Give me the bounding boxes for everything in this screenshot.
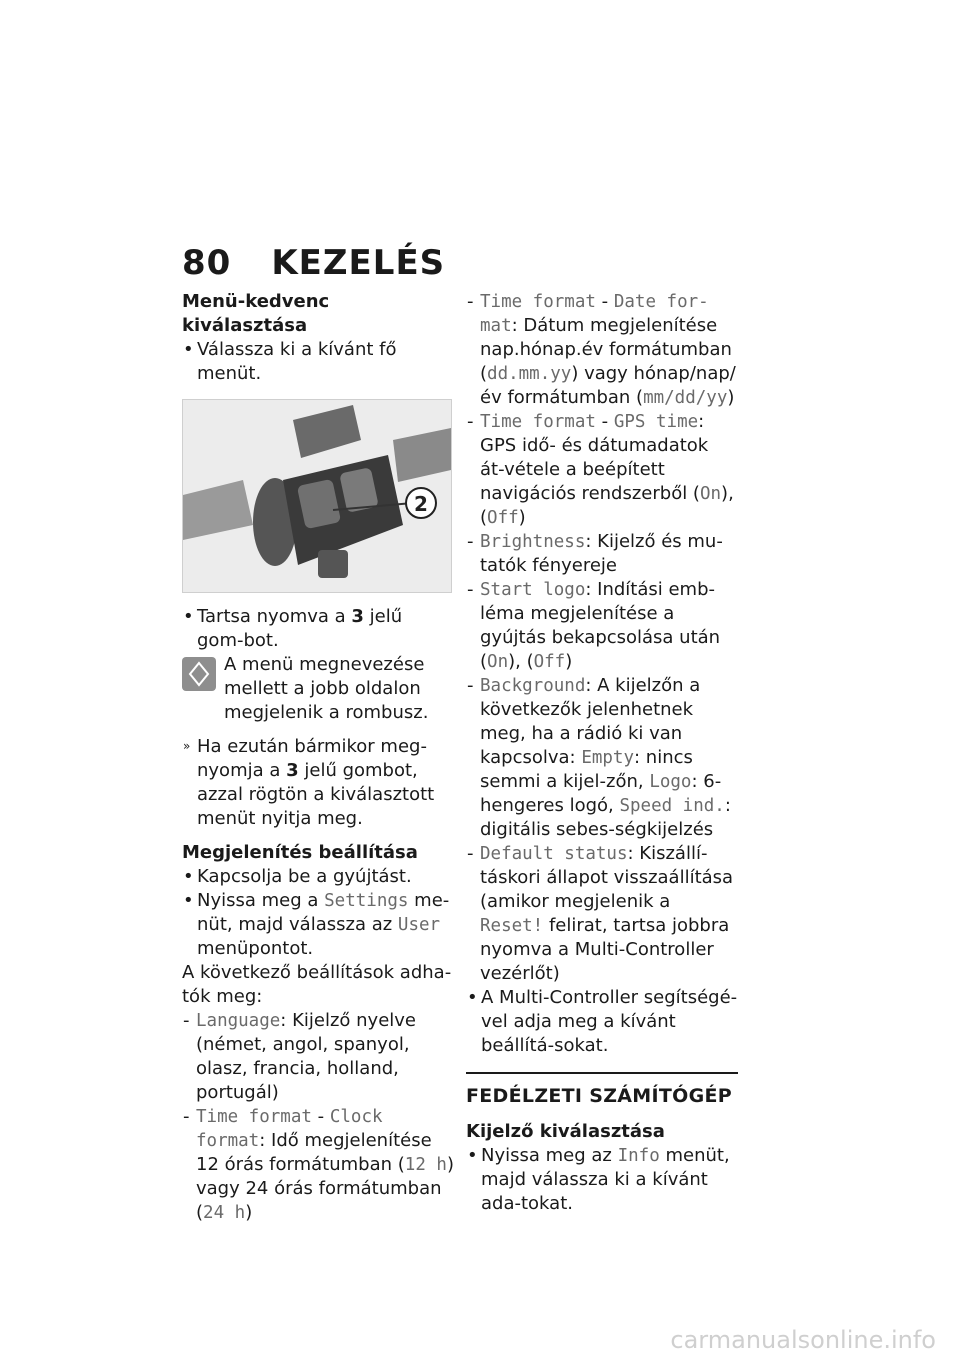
display-bullet-2: • Nyissa meg a Settings me-nüt, majd válassza az User menüpontot. [182,889,454,961]
note-text: A menü megnevezése mellett a jobb oldalon megjelenik a rombusz. [224,654,429,723]
favorite-bullet-1: • Válassza ki a kívánt fő menüt. [182,338,454,386]
watermark: carmanualsonline.info [670,1326,936,1354]
setting-clock-format: - Time format - Clock format: Idő megjelenítése 12 órás formátumban (12 h) vagy 24 órás formátumban (24 h) [182,1105,454,1225]
setting-gps-time: - Time format - GPS time: GPS idő- és dátumadatok át-vétele a beépített navigációs rendszerből (On), (Off) [466,410,738,530]
left-column [182,290,454,1225]
result-text: » Ha ezután bármikor meg-nyomja a 3 jelű gombot, azzal rögtön a kiválasztott menüt nyitja meg. [182,735,454,831]
settings-intro: A következő beállítások adha-tók meg: [182,962,452,1007]
handlebar-illustration [183,400,451,592]
setting-default-status: - Default status: Kiszállí-táskori állapot visszaállítása (amikor megjelenik a Reset! felirat, tartsa jobbra nyomva a Multi-Controller vezérlőt) [466,842,738,986]
setting-language: - Language: Kijelző nyelve (német, angol, spanyol, olasz, francia, holland, portugál) [182,1009,454,1105]
multi-controller-bullet: • A Multi-Controller segítségé-vel adja meg a kívánt beállítá-sokat. [466,986,738,1058]
page-number: 80 [182,243,232,283]
setting-brightness: - Brightness: Kijelző és mu-tatók fényereje [466,530,738,578]
favorite-bullet-2: • Tartsa nyomva a 3 jelű gom-bot. [182,605,454,653]
handlebar-photo [182,399,452,593]
note-box [182,653,454,725]
callout-number: 2 [414,492,428,516]
display-heading: Megjelenítés beállítása [182,842,418,863]
info-bullet: • Nyissa meg az Info menüt, majd válassza ki a kívánt ada-tokat. [466,1144,738,1216]
section-divider [466,1072,738,1074]
display-select-heading: Kijelző kiválasztása [466,1121,665,1142]
chapter-title: KEZELÉS [271,243,446,283]
setting-date-format: - Time format - Date for-mat: Dátum megjelenítése nap.hónap.év formátumban (dd.mm.yy) vagy hónap/nap/ év formátumban (mm/dd/yy) [466,290,738,410]
right-column [466,290,738,1216]
diamond-icon [182,657,216,691]
setting-background: - Background: A kijelzőn a következők jelenhetnek meg, ha a rádió ki van kapcsolva: Empty: nincs semmi a kijel-zőn, Logo: 6-hengeres logó, Speed ind.: digitális sebes-ségkijelzés [466,674,738,842]
favorite-heading: Menü-kedvenc kiválasztása [182,291,330,336]
page-header [182,243,445,283]
display-bullet-1: • Kapcsolja be a gyújtást. [182,865,454,889]
setting-start-logo: - Start logo: Indítási emb-léma megjelenítése a gyújtás bekapcsolása után (On), (Off) [466,578,738,674]
section-title: FEDÉLZETI SZÁMÍTÓGÉP [466,1085,732,1107]
